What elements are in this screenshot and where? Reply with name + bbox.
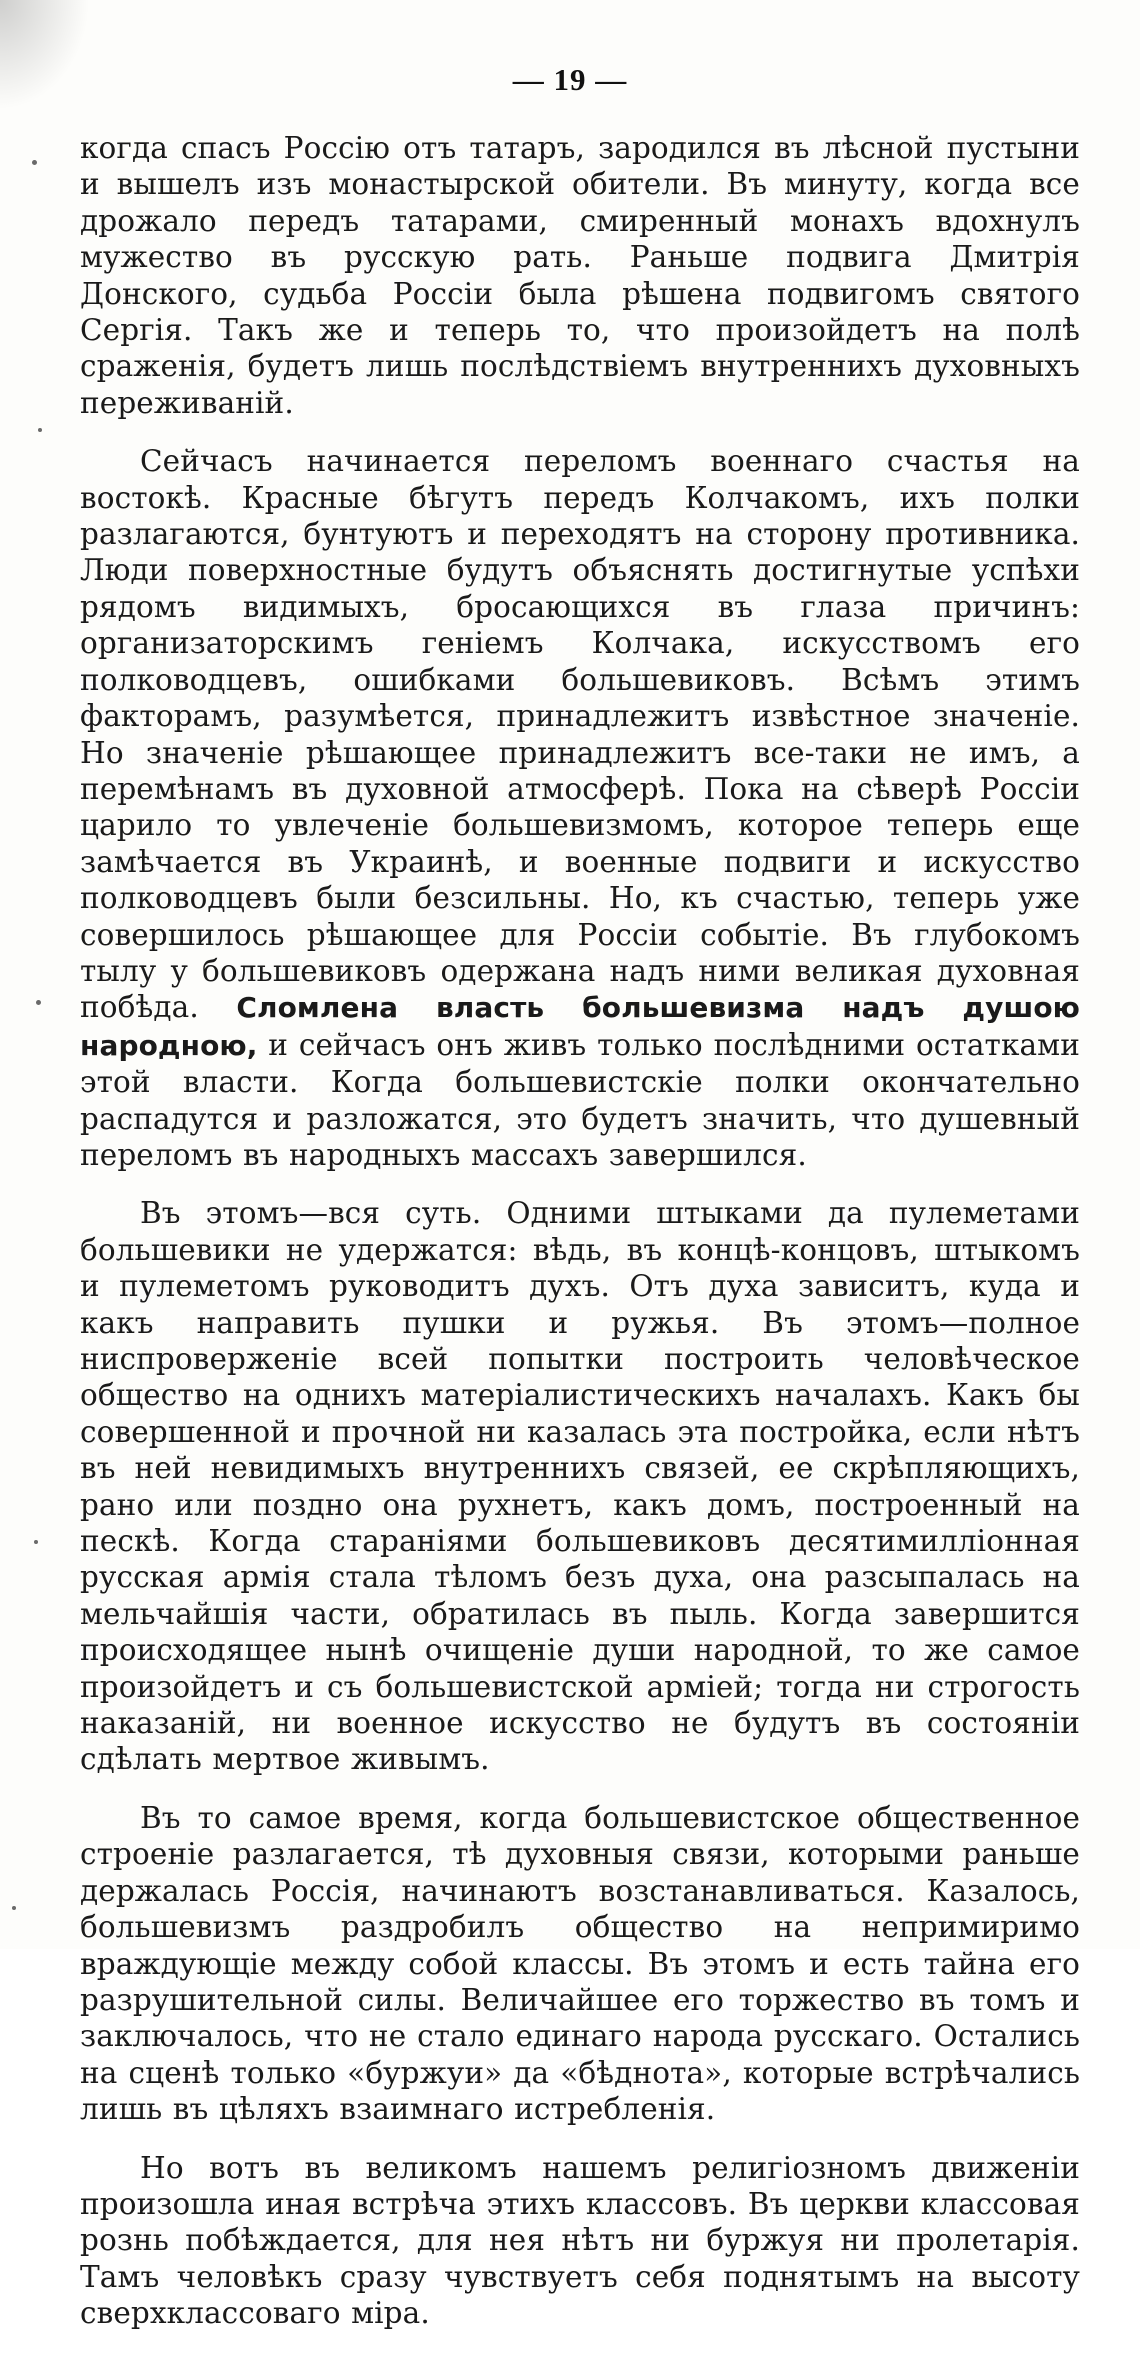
paragraph-text: Въ этомъ—вся суть. Одними штыками да пулеметами большевики не удержатся: вѣдь, въ концѣ-концовъ, штыкомъ и пулеметомъ руководитъ духъ. Отъ духа зависитъ, куда и какъ направить пушки и ружья. Въ этомъ—полное ниспроверженіе всей попытки построить человѣческое общество на однихъ матеріалистическихъ началахъ. Какъ бы совершенной и прочной ни казалась эта постройка, если нѣтъ въ ней невидимыхъ внутреннихъ связей, ее скрѣпляющихъ, рано или поздно она рухнетъ, какъ домъ, построенный на пескѣ. Когда стараніями большевиковъ десятимилліонная русская армія стала тѣломъ безъ духа, она разсыпалась на мельчайшія части, обратилась въ пыль. Когда завершится происходящее нынѣ очищеніе души народной, то же самое произойдетъ и съ большевистской арміей; тогда ни строгость наказаній, ни военное искусство не будутъ въ состояніи сдѣлать мертвое живымъ. xyxy=(80,1196,1080,1777)
paragraph-text-tail: и сейчасъ онъ живъ только послѣдними остатками этой власти. Когда большевистскіе полки окончательно распадутся и разложатся, это будетъ значить, что душевный переломъ въ народныхъ массахъ завершился. xyxy=(80,1027,1080,1172)
paragraph-1 xyxy=(80,130,1080,421)
scan-speck xyxy=(12,1906,16,1910)
paragraph-3 xyxy=(80,1195,1080,1778)
scan-speck xyxy=(34,1540,38,1544)
paragraph-5 xyxy=(80,2150,1080,2332)
scan-speck xyxy=(36,1000,41,1005)
paragraph-2 xyxy=(80,443,1080,1173)
emphasized-sentence: Сломлена власть большевизма надъ душою народною, xyxy=(80,991,1080,1062)
scan-speck xyxy=(32,160,37,165)
page-number: — 19 — xyxy=(512,62,628,97)
scan-speck xyxy=(38,428,42,432)
paragraph-text: Въ то самое время, когда большевистское общественное строеніе разлагается, тѣ духовныя связи, которыми раньше держалась Россія, начинаютъ возстанавливаться. Казалось, большевизмъ раздробилъ общество на непримиримо враждующіе между собой классы. Въ этомъ и есть тайна его разрушительной силы. Величайшее его торжество въ томъ и заключалось, что не стало единаго народа русскаго. Остались на сценѣ только «буржуи» да «бѣднота», которые встрѣчались лишь въ цѣляхъ взаимнаго истребленія. xyxy=(80,1800,1080,2127)
paragraph-4 xyxy=(80,1800,1080,2128)
body-text xyxy=(80,130,1080,2354)
paragraph-text: Сейчасъ начинается переломъ военнаго счастья на востокѣ. Красные бѣгутъ передъ Колчакомъ, ихъ полки разлагаются, бунтуютъ и переходятъ на сторону противника. Люди поверхностные будутъ объяснять достигнутые успѣхи рядомъ видимыхъ, бросающихся въ глаза причинъ: организаторскимъ геніемъ Колчака, искусствомъ его полководцевъ, ошибками большевиковъ. Всѣмъ этимъ факторамъ, разумѣется, принадлежитъ извѣстное значеніе. Но значеніе рѣшающее принадлежитъ все-таки не имъ, а перемѣнамъ въ духовной атмосферѣ. Пока на сѣверѣ Россіи царило то увлеченіе большевизмомъ, которое теперь еще замѣчается въ Украинѣ, и военные подвиги и искусство полководцевъ были безсильны. Но, къ счастью, теперь уже совершилось рѣшающее для Россіи событіе. Въ глубокомъ тылу у большевиковъ одержана надъ ними великая духовная побѣда. xyxy=(80,444,1080,1025)
paragraph-text: когда спасъ Россію отъ татаръ, зародился въ лѣсной пустыни и вышелъ изъ монастырской обители. Въ минуту, когда все дрожало передъ татарами, смиренный монахъ вдохнулъ мужество въ русскую рать. Раньше подвига Дмитрія Донского, судьба Россіи была рѣшена подвигомъ святого Сергія. Такъ же и теперь то, что произойдетъ на полѣ сраженія, будетъ лишь послѣдствіемъ внутреннихъ духовныхъ переживаній. xyxy=(80,131,1080,420)
paragraph-text: Но вотъ въ великомъ нашемъ религіозномъ движеніи произошла иная встрѣча этихъ классовъ. Въ церкви классовая рознь побѣждается, для нея нѣтъ ни буржуя ни пролетарія. Тамъ человѣкъ сразу чувствуетъ себя поднятымъ на высоту сверхклассоваго міра. xyxy=(80,2150,1080,2331)
